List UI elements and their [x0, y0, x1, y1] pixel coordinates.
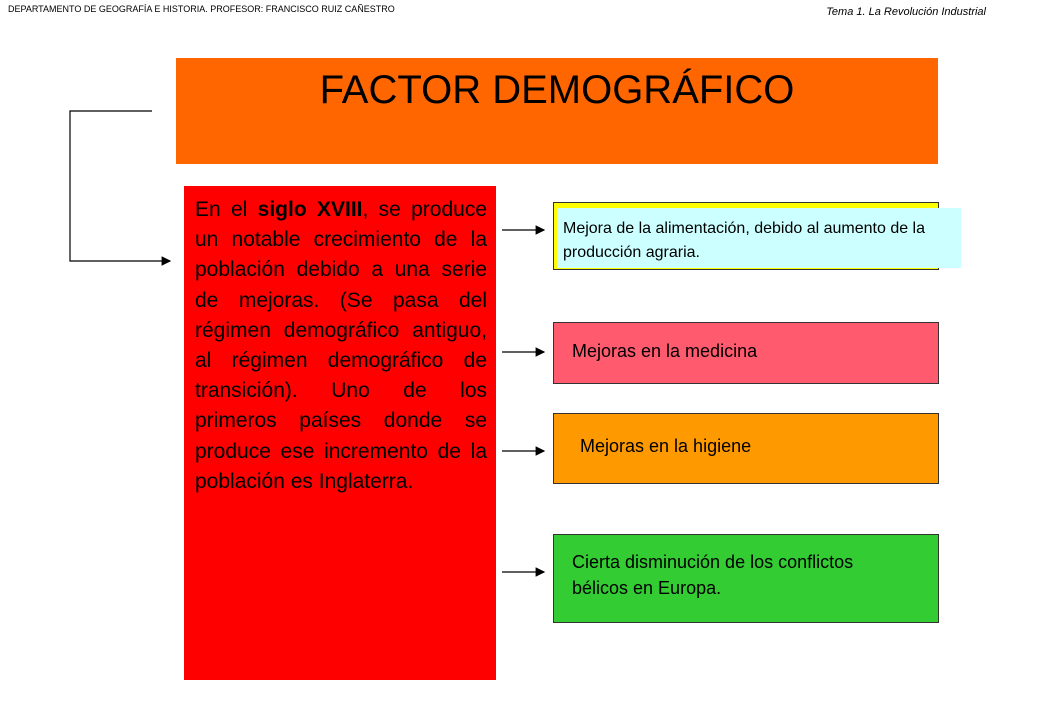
hygiene-box: [553, 413, 939, 484]
header-department: DEPARTAMENTO DE GEOGRAFÍA E HISTORIA. PROFESOR: FRANCISCO RUIZ CAÑESTRO: [8, 4, 395, 14]
main-text-bold: siglo XVIII: [257, 198, 363, 221]
food-box: [557, 208, 961, 268]
peace-label: Cierta disminución de los conflictos bélicos en Europa.: [572, 552, 854, 598]
main-text-box: [184, 186, 496, 680]
medicine-label: Mejoras en la medicina: [572, 341, 758, 361]
main-paragraph: [195, 195, 487, 497]
main-text-part1: En el: [195, 198, 258, 221]
page-title: FACTOR DEMOGRÁFICO: [319, 68, 795, 112]
peace-box: [553, 534, 939, 623]
main-text-part2: , se produce un notable crecimiento de la población debido a una serie de mejoras. (Se pasa del régimen demográfico antiguo, al régimen demográfico de transición). Uno de los primeros países donde se produce ese incremento de la población es Inglaterra.: [195, 198, 487, 493]
food-label: Mejora de la alimentación, debido al aumento de la producción agraria.: [563, 220, 926, 261]
medicine-box: [553, 322, 939, 384]
bracket-connector: [70, 111, 170, 261]
hygiene-label: Mejoras en la higiene: [580, 436, 752, 456]
header-topic: Tema 1. La Revolución Industrial: [826, 6, 986, 18]
